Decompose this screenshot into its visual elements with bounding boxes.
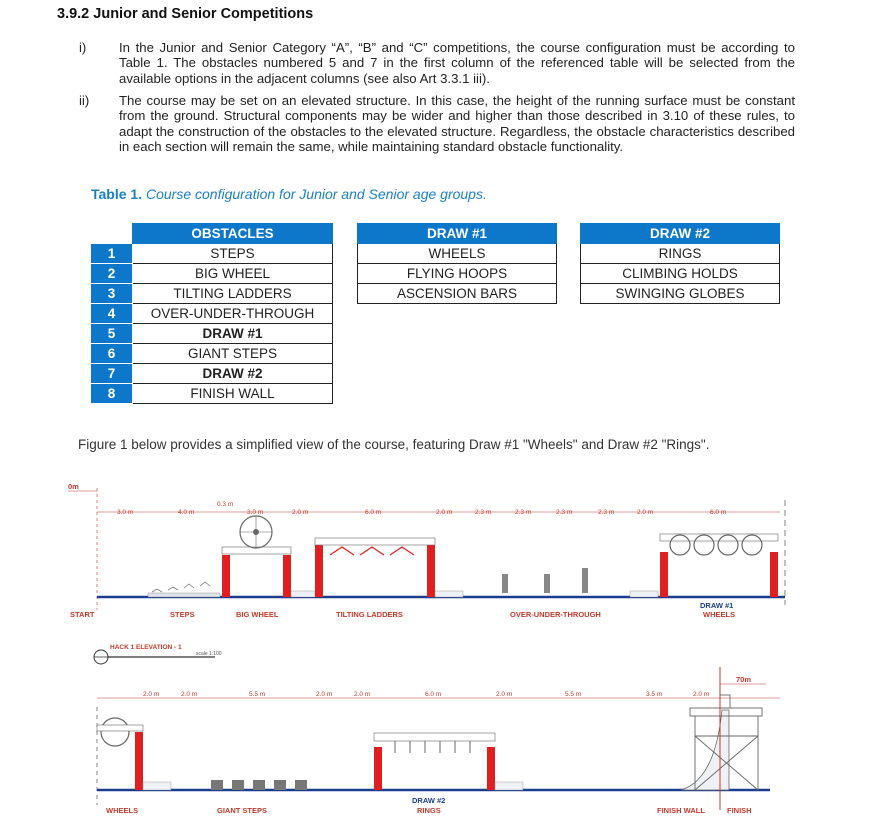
table-row: [91, 384, 333, 404]
paragraph-number: ii): [79, 93, 90, 108]
table-row: [358, 284, 557, 304]
obstacle-name: BIG WHEEL: [133, 264, 333, 284]
dim-label: 2.3 m: [475, 509, 492, 516]
table-row: [358, 244, 557, 264]
dim-label: 2.0 m: [181, 691, 198, 698]
dim-label: 3.0 m: [117, 509, 134, 516]
dim-label: 2.0 m: [496, 691, 513, 698]
dim-label: 2.3 m: [598, 509, 615, 516]
table-row: [91, 264, 333, 284]
dim-label: 5.5 m: [565, 691, 582, 698]
steps-icons: [152, 582, 210, 592]
row-number: 7: [91, 364, 133, 384]
dim-label: 2.3 m: [556, 509, 573, 516]
obstacle-name: GIANT STEPS: [133, 344, 333, 364]
dim-label: 3.0 m: [247, 509, 264, 516]
dim-label: 3.5 m: [646, 691, 663, 698]
draw1-label: DRAW #1: [700, 601, 734, 610]
section-heading: 3.9.2 Junior and Senior Competitions: [57, 6, 314, 22]
dim-label: 2.0 m: [693, 691, 710, 698]
top-track: [97, 516, 785, 597]
obstacle-name: TILTING LADDERS: [133, 284, 333, 304]
draw2-label: DRAW #2: [412, 796, 446, 805]
obstacle-name: DRAW #1: [133, 324, 333, 344]
draw1-option: FLYING HOOPS: [358, 264, 557, 284]
rings-ropes: [395, 741, 470, 753]
draw1-option: ASCENSION BARS: [358, 284, 557, 304]
row-number: 8: [91, 384, 133, 404]
figure-intro-text: Figure 1 below provides a simplified view of the course, featuring Draw #1 "Wheels" and Draw #2 "Rings".: [78, 437, 710, 452]
caption-text: Course configuration for Junior and Senior age groups.: [145, 186, 487, 202]
caption-label: Table 1.: [91, 186, 143, 202]
obstacles-header: OBSTACLES: [133, 224, 333, 244]
row-number: 5: [91, 324, 133, 344]
draw2-option: RINGS: [581, 244, 780, 264]
tilting-ladder-icons: [330, 547, 414, 555]
end-distance-label: 70m: [736, 675, 752, 684]
dim-label: 2.3 m: [515, 509, 532, 516]
dim-label: 6.0 m: [365, 509, 382, 516]
dim-label: 2.0 m: [637, 509, 654, 516]
table-row: [581, 264, 780, 284]
dim-label: 5.5 m: [249, 691, 266, 698]
row-number: 4: [91, 304, 133, 324]
table-row: [358, 264, 557, 284]
draw2-option: SWINGING GLOBES: [581, 284, 780, 304]
table-header-row: [91, 224, 333, 244]
over-under-through-label: OVER-UNDER-THROUGH: [510, 610, 601, 619]
table-row: [91, 364, 333, 384]
big-wheel-label: BIG WHEEL: [236, 610, 279, 619]
draw1-table: [357, 223, 557, 304]
steps-label: STEPS: [170, 610, 195, 619]
draw2-option: CLIMBING HOLDS: [581, 264, 780, 284]
dim-label: 2.0 m: [316, 691, 333, 698]
table-row: [581, 244, 780, 264]
draw2-table: [580, 223, 780, 304]
tilting-ladders-label: TILTING LADDERS: [336, 610, 403, 619]
table-row: [91, 324, 333, 344]
paragraph-text: The course may be set on an elevated structure. In this case, the height of the running surface must be constant from the ground. Structural components may be wider and higher than those described in 3.10 of these rules, to adapt the construction of the obstacles to the elevated structure. Regardless, the obstacle characteristics described in each section will remain the same, while maintaining standard obstacle functionality.: [119, 93, 795, 155]
table-caption: [91, 186, 487, 202]
paragraph-text: In the Junior and Senior Category “A”, “B” and “C” competitions, the course configuration must be according to Table 1. The obstacles numbered 5 and 7 in the first column of the referenced table will be selected from the available options in the adjacent columns (see also Art 3.3.1 iii).: [119, 40, 795, 86]
draw1-header: DRAW #1: [358, 224, 557, 244]
rings-label: RINGS: [417, 806, 441, 815]
finish-label: FINISH: [727, 806, 752, 815]
draw1-option: WHEELS: [358, 244, 557, 264]
dim-label: 2.0 m: [292, 509, 309, 516]
row-number: 6: [91, 344, 133, 364]
dim-label: 6.0 m: [425, 691, 442, 698]
table-row: [91, 304, 333, 324]
obstacles-table: [90, 223, 333, 404]
dim-label: 6.0 m: [710, 509, 727, 516]
bottom-track: [97, 667, 780, 810]
draw2-header: DRAW #2: [581, 224, 780, 244]
over-under-through-posts: [502, 568, 588, 593]
table-row: [91, 244, 333, 264]
obstacle-name: DRAW #2: [133, 364, 333, 384]
row-number: 1: [91, 244, 133, 264]
paragraph-ii: [79, 93, 795, 155]
origin-label: 0m: [68, 482, 79, 491]
obstacle-name: OVER-UNDER-THROUGH: [133, 304, 333, 324]
table-row: [91, 284, 333, 304]
row-number: 2: [91, 264, 133, 284]
elevation-title: HACK 1 ELEVATION - 1: [110, 644, 182, 651]
obstacle-name: FINISH WALL: [133, 384, 333, 404]
obstacle-name: STEPS: [133, 244, 333, 264]
table-row: [91, 344, 333, 364]
paragraph-i: [79, 40, 795, 86]
dim-label: 0.3 m: [217, 501, 234, 508]
finish-wall-ramp: [681, 710, 729, 790]
wheels-bottom-label: WHEELS: [106, 806, 139, 815]
wheel-partial: [101, 718, 129, 746]
dim-label: 4.0 m: [178, 509, 195, 516]
row-number: 3: [91, 284, 133, 304]
dim-label: 2.0 m: [143, 691, 160, 698]
dim-label: 2.0 m: [354, 691, 371, 698]
wheels-label: WHEELS: [703, 610, 736, 619]
start-label: START: [70, 610, 95, 619]
giant-steps-blocks: [211, 780, 307, 790]
dim-label: 2.0 m: [436, 509, 453, 516]
finish-wall-label: FINISH WALL: [657, 806, 705, 815]
blank-cell: [91, 224, 133, 244]
scale-label: scale 1:100: [196, 651, 222, 657]
giant-steps-label: GIANT STEPS: [217, 806, 268, 815]
table-row: [581, 284, 780, 304]
paragraph-number: i): [79, 40, 87, 55]
